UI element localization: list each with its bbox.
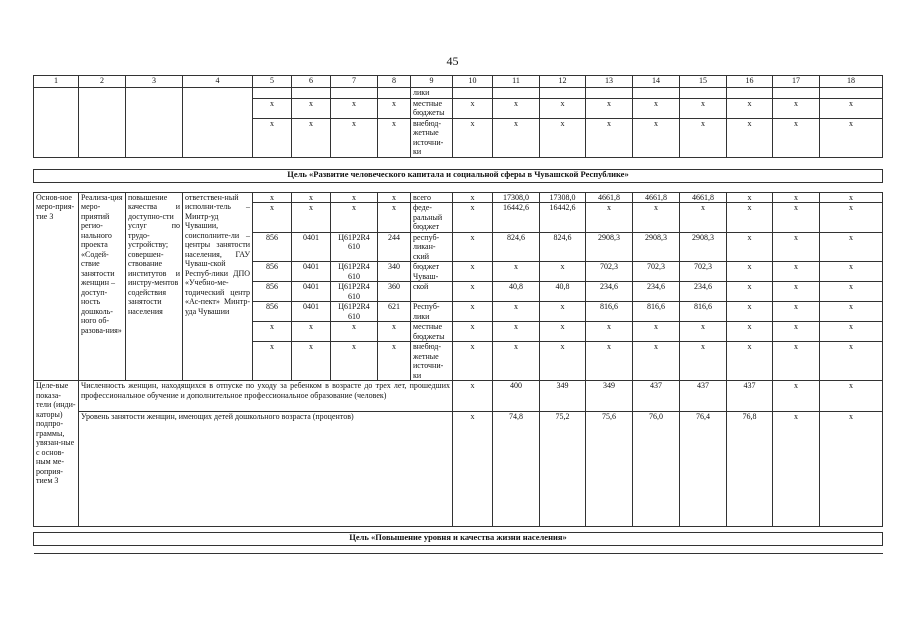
value-cell: x xyxy=(680,322,727,342)
indicator-value: 437 xyxy=(680,381,727,412)
goal-title: Цель «Повышение уровня и качества жизни населения» xyxy=(34,533,883,546)
code-cell xyxy=(331,88,378,99)
activity-name: Основ-ное меро-прия-тие 3 xyxy=(34,192,79,381)
target-article-code: x xyxy=(331,192,378,203)
value-cell: x xyxy=(820,262,883,282)
column-number: 14 xyxy=(633,76,680,88)
column-number: 13 xyxy=(586,76,633,88)
column-number: 18 xyxy=(820,76,883,88)
value-cell: x xyxy=(586,322,633,342)
funding-source: местные бюджеты xyxy=(411,98,453,118)
code-cell xyxy=(253,88,292,99)
value-cell: 702,3 xyxy=(633,262,680,282)
value-cell: x xyxy=(727,203,773,233)
indicator-value: x xyxy=(453,412,493,527)
section-code: 0401 xyxy=(292,232,331,262)
empty-cell xyxy=(79,88,126,158)
value-cell: x xyxy=(820,192,883,203)
expense-type-code: x xyxy=(378,192,411,203)
value-cell: x xyxy=(680,118,727,157)
value-cell: x xyxy=(493,118,540,157)
value-cell: x xyxy=(493,342,540,381)
value-cell: x xyxy=(727,342,773,381)
column-number: 16 xyxy=(727,76,773,88)
code-cell xyxy=(292,88,331,99)
value-cell: x xyxy=(633,98,680,118)
value-cell: x xyxy=(820,118,883,157)
activity-title: Реализа-ция меро-приятий регио-нального проекта «Содей-ствие занятости женщин – доступ-ность дошколь-ного об-разова-ния» xyxy=(79,192,126,381)
value-cell xyxy=(453,88,493,99)
value-cell: 816,6 xyxy=(680,302,727,322)
value-cell: x xyxy=(540,302,586,322)
column-number: 9 xyxy=(411,76,453,88)
indicator-row xyxy=(34,381,883,412)
indicator-value: x xyxy=(820,412,883,527)
empty-cell xyxy=(183,88,253,158)
value-cell: x xyxy=(820,302,883,322)
funding-source: ской xyxy=(411,282,453,302)
expense-type-code: x xyxy=(378,203,411,233)
value-cell: x xyxy=(633,118,680,157)
target-article-code: x xyxy=(331,203,378,233)
goal-title-row xyxy=(34,169,883,182)
value-cell: x xyxy=(727,262,773,282)
indicators-label: Целе-вые показа-тели (инди-каторы) подпро-граммы, увязан-ные с основ-ным ме-роприя-тием 3 xyxy=(34,381,79,527)
section-code: x xyxy=(292,203,331,233)
section-code: x xyxy=(292,192,331,203)
section-code: x xyxy=(292,322,331,342)
value-cell: x xyxy=(453,203,493,233)
value-cell: 17308,0 xyxy=(540,192,586,203)
value-cell: x xyxy=(727,322,773,342)
activity-executor: ответствен-ный исполни-тель – Минтр-уд Чувашии, соисполните-ли – центры занятости населения, ГАУ Чуваш-ской Респуб-лики ДПО «Учебно-ме-тодический центр «Ас-пект» Минтр-уда Чувашии xyxy=(183,192,253,381)
value-cell: 816,6 xyxy=(586,302,633,322)
value-cell: x xyxy=(820,322,883,342)
code-cell: x xyxy=(253,118,292,157)
target-article-code: Ц61Р2R4 610 xyxy=(331,282,378,302)
activity-link: повышение качества и доступно-сти услуг по трудо-устройству; совершен-ствование институтов и инстру-ментов содействия занятости населения xyxy=(126,192,183,381)
gov-code: x xyxy=(253,342,292,381)
indicator-value: 76,8 xyxy=(727,412,773,527)
value-cell: x xyxy=(680,98,727,118)
value-cell: x xyxy=(540,262,586,282)
target-article-code: x xyxy=(331,342,378,381)
value-cell: x xyxy=(680,342,727,381)
value-cell: x xyxy=(540,118,586,157)
value-cell: x xyxy=(820,203,883,233)
main-activity-section xyxy=(34,192,883,381)
indicator-value: 76,4 xyxy=(680,412,727,527)
value-cell: x xyxy=(773,192,820,203)
goal-title-row xyxy=(34,533,883,546)
value-cell: x xyxy=(453,322,493,342)
indicator-value: 349 xyxy=(540,381,586,412)
value-cell: x xyxy=(453,262,493,282)
value-cell: 816,6 xyxy=(633,302,680,322)
indicator-value: 349 xyxy=(586,381,633,412)
value-cell xyxy=(493,88,540,99)
code-cell: x xyxy=(378,118,411,157)
section-code: 0401 xyxy=(292,282,331,302)
funding-source: внебюд-жетные источни-ки xyxy=(411,342,453,381)
code-cell: x xyxy=(331,118,378,157)
column-number: 10 xyxy=(453,76,493,88)
indicator-value: 75,2 xyxy=(540,412,586,527)
column-number: 3 xyxy=(126,76,183,88)
page-number: 45 xyxy=(446,54,459,68)
indicator-value: 400 xyxy=(493,381,540,412)
code-cell: x xyxy=(253,98,292,118)
value-cell: x xyxy=(493,322,540,342)
value-cell: 4661,8 xyxy=(680,192,727,203)
value-cell: x xyxy=(727,192,773,203)
funding-source: респуб-ликан-ский xyxy=(411,232,453,262)
indicator-value: x xyxy=(820,381,883,412)
expense-type-code: 340 xyxy=(378,262,411,282)
value-cell: 234,6 xyxy=(586,282,633,302)
value-cell: x xyxy=(453,302,493,322)
value-cell: x xyxy=(773,262,820,282)
value-cell: x xyxy=(727,98,773,118)
expense-type-code: 360 xyxy=(378,282,411,302)
column-number: 5 xyxy=(253,76,292,88)
column-number: 4 xyxy=(183,76,253,88)
funding-source: всего xyxy=(411,192,453,203)
value-cell: x xyxy=(773,302,820,322)
code-cell: x xyxy=(292,118,331,157)
value-cell: 40,8 xyxy=(540,282,586,302)
value-cell xyxy=(773,88,820,99)
indicator-value: 75,6 xyxy=(586,412,633,527)
value-cell xyxy=(680,88,727,99)
gov-code: x xyxy=(253,192,292,203)
gov-code: x xyxy=(253,203,292,233)
expense-type-code: x xyxy=(378,322,411,342)
column-number: 7 xyxy=(331,76,378,88)
value-cell: 2908,3 xyxy=(680,232,727,262)
value-cell: 824,6 xyxy=(493,232,540,262)
code-cell: x xyxy=(292,98,331,118)
goal-row xyxy=(34,157,883,169)
value-cell: x xyxy=(586,98,633,118)
value-cell: 2908,3 xyxy=(633,232,680,262)
code-cell: x xyxy=(378,98,411,118)
expense-type-code: x xyxy=(378,342,411,381)
value-cell: x xyxy=(773,118,820,157)
code-cell: x xyxy=(331,98,378,118)
value-cell: 16442,6 xyxy=(540,203,586,233)
indicator-value: x xyxy=(773,381,820,412)
indicator-value: 74,8 xyxy=(493,412,540,527)
funding-source: феде-ральный бюджет xyxy=(411,203,453,233)
value-cell: 824,6 xyxy=(540,232,586,262)
program-table-sheet xyxy=(33,75,882,554)
value-cell xyxy=(727,88,773,99)
section-code: 0401 xyxy=(292,262,331,282)
value-cell: x xyxy=(493,98,540,118)
carryover-section xyxy=(34,88,883,158)
indicator-value: x xyxy=(453,381,493,412)
value-cell: x xyxy=(493,262,540,282)
column-number: 6 xyxy=(292,76,331,88)
goal-title: Цель «Развитие человеческого капитала и социальной сферы в Чувашской Республике» xyxy=(34,169,883,182)
empty-cell xyxy=(34,88,79,158)
value-cell: x xyxy=(540,322,586,342)
column-number: 17 xyxy=(773,76,820,88)
code-cell xyxy=(378,88,411,99)
funding-row xyxy=(34,192,883,203)
value-cell: x xyxy=(453,232,493,262)
funding-source: бюджет Чуваш- xyxy=(411,262,453,282)
value-cell: x xyxy=(820,282,883,302)
value-cell: 40,8 xyxy=(493,282,540,302)
target-article-code: Ц61Р2R4 610 xyxy=(331,232,378,262)
indicator-text: Численность женщин, находящихся в отпуске по уходу за ребенком в возрасте до трех лет, прошедших профессиональное обучение и дополнительное профессиональное образование (человек) xyxy=(79,381,453,412)
value-cell: x xyxy=(453,282,493,302)
value-cell: x xyxy=(773,282,820,302)
value-cell: x xyxy=(680,203,727,233)
value-cell: x xyxy=(586,342,633,381)
value-cell: x xyxy=(727,118,773,157)
value-cell: x xyxy=(453,192,493,203)
column-number: 8 xyxy=(378,76,411,88)
column-number: 12 xyxy=(540,76,586,88)
value-cell: 2908,3 xyxy=(586,232,633,262)
column-number: 15 xyxy=(680,76,727,88)
carryover-row xyxy=(34,88,883,99)
value-cell: x xyxy=(773,342,820,381)
value-cell xyxy=(586,88,633,99)
gov-code: 856 xyxy=(253,302,292,322)
gov-code: x xyxy=(253,322,292,342)
funding-source: местные бюджеты xyxy=(411,322,453,342)
target-article-code: Ц61Р2R4 610 xyxy=(331,302,378,322)
value-cell: x xyxy=(540,342,586,381)
funding-source: лики xyxy=(411,88,453,99)
value-cell xyxy=(820,88,883,99)
column-number: 11 xyxy=(493,76,540,88)
target-article-code: x xyxy=(331,322,378,342)
value-cell: 702,3 xyxy=(680,262,727,282)
value-cell: x xyxy=(820,342,883,381)
indicator-value: 437 xyxy=(633,381,680,412)
gov-code: 856 xyxy=(253,232,292,262)
value-cell: 234,6 xyxy=(680,282,727,302)
indicator-value: x xyxy=(773,412,820,527)
column-number: 2 xyxy=(79,76,126,88)
value-cell: x xyxy=(773,203,820,233)
value-cell: x xyxy=(727,282,773,302)
funding-source: Респуб-лики xyxy=(411,302,453,322)
value-cell: x xyxy=(633,322,680,342)
section-code: 0401 xyxy=(292,302,331,322)
column-number: 1 xyxy=(34,76,79,88)
funding-source: внебюд-жетные источни-ки xyxy=(411,118,453,157)
indicators-section xyxy=(34,381,883,527)
empty-cell xyxy=(126,88,183,158)
value-cell: x xyxy=(453,342,493,381)
value-cell: 16442,6 xyxy=(493,203,540,233)
indicator-row xyxy=(34,412,883,527)
value-cell xyxy=(540,88,586,99)
value-cell: x xyxy=(727,302,773,322)
value-cell: x xyxy=(540,98,586,118)
value-cell: x xyxy=(773,322,820,342)
value-cell: 17308,0 xyxy=(493,192,540,203)
value-cell: x xyxy=(453,98,493,118)
value-cell: x xyxy=(633,203,680,233)
gov-code: 856 xyxy=(253,262,292,282)
value-cell: x xyxy=(493,302,540,322)
value-cell: x xyxy=(586,118,633,157)
value-cell: x xyxy=(773,98,820,118)
section-code: x xyxy=(292,342,331,381)
value-cell: 234,6 xyxy=(633,282,680,302)
indicator-value: 76,0 xyxy=(633,412,680,527)
indicator-text: Уровень занятости женщин, имеющих детей дошкольного возраста (процентов) xyxy=(79,412,453,527)
value-cell: x xyxy=(586,203,633,233)
value-cell: x xyxy=(633,342,680,381)
value-cell: x xyxy=(820,232,883,262)
value-cell: x xyxy=(453,118,493,157)
indicator-value: 437 xyxy=(727,381,773,412)
value-cell: 702,3 xyxy=(586,262,633,282)
value-cell: 4661,8 xyxy=(633,192,680,203)
value-cell: x xyxy=(727,232,773,262)
program-table xyxy=(33,75,883,554)
value-cell: 4661,8 xyxy=(586,192,633,203)
gov-code: 856 xyxy=(253,282,292,302)
column-number-row xyxy=(34,76,883,88)
value-cell xyxy=(633,88,680,99)
target-article-code: Ц61Р2R4 610 xyxy=(331,262,378,282)
expense-type-code: 621 xyxy=(378,302,411,322)
value-cell: x xyxy=(773,232,820,262)
value-cell: x xyxy=(820,98,883,118)
expense-type-code: 244 xyxy=(378,232,411,262)
